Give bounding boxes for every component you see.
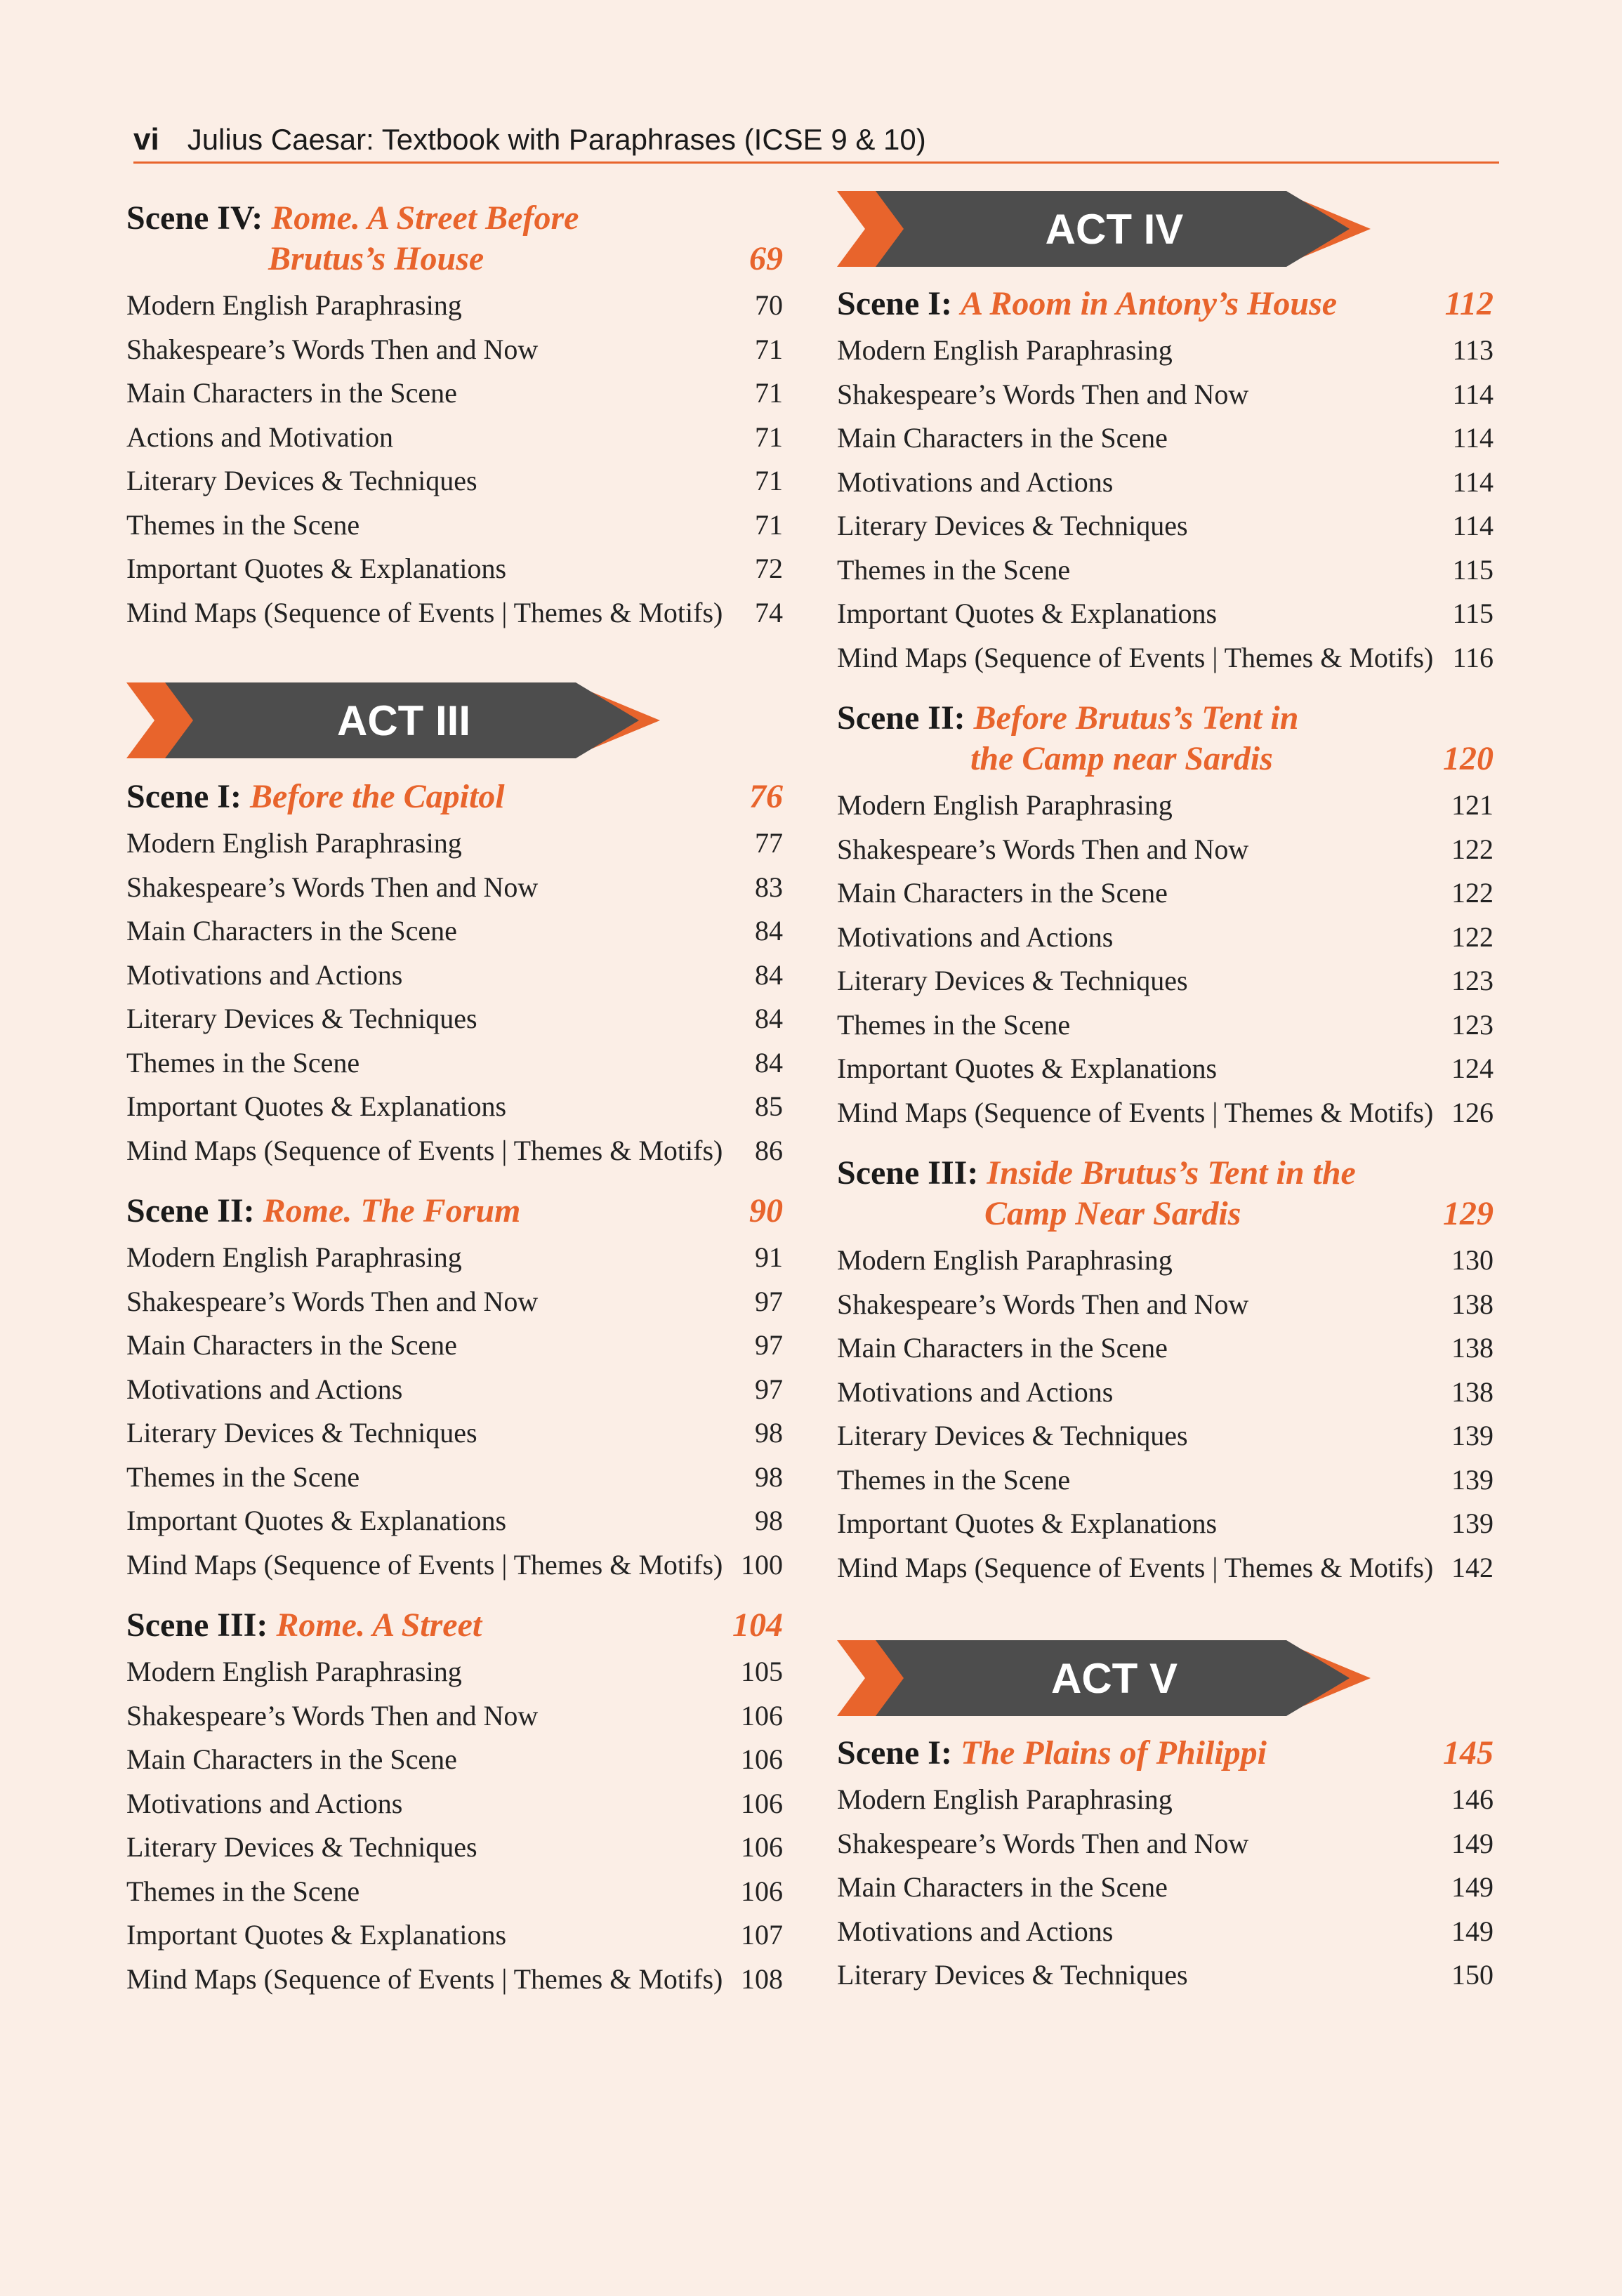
- toc-entry[interactable]: [837, 1866, 1494, 1910]
- toc-entry-page: 84: [755, 915, 783, 946]
- toc-entry-title: Actions and Motivation: [126, 421, 393, 453]
- toc-entry[interactable]: [126, 1085, 783, 1129]
- toc-entry[interactable]: [837, 1414, 1494, 1458]
- toc-entry[interactable]: [126, 416, 783, 460]
- scene-heading: [126, 198, 783, 279]
- scene-page: 69: [749, 240, 783, 277]
- toc-entry-title: Motivations and Actions: [126, 958, 403, 991]
- toc-entry-title: Mind Maps (Sequence of Events | Themes & Motifs): [126, 1134, 723, 1166]
- toc-entry-page: 98: [755, 1505, 783, 1536]
- toc-entry-title: Modern English Paraphrasing: [837, 1783, 1173, 1815]
- toc-entry[interactable]: [126, 1958, 783, 2002]
- toc-entry-page: 107: [741, 1919, 783, 1951]
- toc-entry[interactable]: [837, 636, 1494, 680]
- toc-entry[interactable]: [126, 1236, 783, 1280]
- toc-entry[interactable]: [126, 1456, 783, 1500]
- toc-entry[interactable]: [837, 959, 1494, 1003]
- toc-entry-page: 84: [755, 1003, 783, 1034]
- toc-entry[interactable]: [126, 954, 783, 998]
- scene-label: Scene III:: [126, 1606, 268, 1644]
- toc-entry-page: 106: [741, 1787, 783, 1819]
- toc-entry-page: 98: [755, 1417, 783, 1449]
- toc-entry-page: 71: [755, 508, 783, 541]
- act4-scene-iii[interactable]: [837, 1153, 1494, 1590]
- toc-entry-title: Mind Maps (Sequence of Events | Themes & Motifs): [126, 596, 723, 628]
- toc-entry-page: 138: [1451, 1375, 1494, 1408]
- act3-scene-ii[interactable]: [126, 1191, 783, 1587]
- act-title: ACT V: [1051, 1654, 1178, 1702]
- toc-entry[interactable]: [126, 1826, 783, 1870]
- toc-entry-title: Motivations and Actions: [837, 1375, 1114, 1408]
- scene-heading: [837, 1153, 1494, 1234]
- toc-entry[interactable]: [837, 1910, 1494, 1954]
- toc-entry[interactable]: [837, 1326, 1494, 1371]
- toc-entry[interactable]: [126, 866, 783, 910]
- toc-entry-title: Themes in the Scene: [837, 553, 1071, 586]
- toc-entry-page: 97: [755, 1329, 783, 1361]
- toc-entry[interactable]: [126, 1870, 783, 1914]
- toc-entry-title: Mind Maps (Sequence of Events | Themes & Motifs): [126, 1548, 723, 1581]
- toc-entry[interactable]: [837, 373, 1494, 417]
- toc-entry[interactable]: [126, 1368, 783, 1412]
- toc-entry-title: Shakespeare’s Words Then and Now: [126, 1285, 539, 1317]
- scene-label: Scene II:: [126, 1192, 255, 1229]
- toc-entry-title: Themes in the Scene: [126, 508, 360, 541]
- scene-heading: [837, 698, 1494, 779]
- scene-title: Before the Capitol: [249, 778, 505, 815]
- toc-entry-page: 146: [1451, 1783, 1494, 1815]
- toc-entry-page: 105: [741, 1656, 783, 1687]
- toc-entry[interactable]: [837, 1047, 1494, 1091]
- toc-entry-page: 114: [1452, 510, 1494, 541]
- toc-entry-title: Shakespeare’s Words Then and Now: [126, 1699, 539, 1731]
- toc-entry-page: 100: [741, 1548, 783, 1581]
- toc-entry-page: 116: [1452, 641, 1494, 673]
- toc-entry-page: 97: [755, 1373, 783, 1405]
- scene-page: 76: [749, 778, 783, 815]
- toc-entry-title: Modern English Paraphrasing: [126, 1656, 462, 1687]
- scene-title: The Plains of Philippi: [960, 1734, 1267, 1772]
- toc-entry-page: 108: [741, 1962, 783, 1995]
- scene-label: Scene III:: [837, 1154, 979, 1192]
- toc-entry-title: Important Quotes & Explanations: [837, 598, 1218, 629]
- toc-entry-page: 126: [1451, 1096, 1494, 1128]
- toc-entry-title: Main Characters in the Scene: [837, 1332, 1168, 1364]
- book-title: Julius Caesar: Textbook with Paraphrases (ICSE 9 & 10): [187, 123, 926, 156]
- toc-entry[interactable]: [126, 1543, 783, 1588]
- scene-heading: [837, 1733, 1494, 1774]
- toc-entry-title: Themes in the Scene: [837, 1008, 1071, 1041]
- toc-entry-page: 149: [1451, 1871, 1494, 1903]
- toc-entry-page: 114: [1452, 422, 1494, 454]
- toc-entry[interactable]: [837, 548, 1494, 593]
- toc-entry-page: 149: [1451, 1827, 1494, 1859]
- toc-entry-title: Modern English Paraphrasing: [126, 827, 462, 859]
- toc-entry-page: 123: [1451, 965, 1494, 996]
- scene-title-line2: the Camp near Sardis: [970, 740, 1273, 777]
- act-title: ACT III: [337, 697, 470, 744]
- scene-heading: [126, 777, 783, 817]
- toc-entry-page: 142: [1451, 1551, 1494, 1583]
- toc-entry[interactable]: [126, 909, 783, 954]
- scene-title-line1: Rome. A Street Before: [271, 199, 579, 237]
- scene-label: Scene I:: [837, 285, 952, 322]
- scene-iv[interactable]: [126, 198, 783, 635]
- toc-entry-page: 138: [1451, 1332, 1494, 1364]
- scene-page: 120: [1443, 740, 1494, 777]
- toc-entry-page: 98: [755, 1460, 783, 1493]
- toc-entry[interactable]: [837, 784, 1494, 828]
- toc-entry-page: 72: [755, 553, 783, 584]
- toc-entry[interactable]: [126, 822, 783, 866]
- scene-heading: [126, 1605, 783, 1646]
- toc-entry-page: 74: [755, 596, 783, 628]
- toc-entry-page: 71: [755, 465, 783, 496]
- toc-entry-title: Shakespeare’s Words Then and Now: [837, 1827, 1249, 1859]
- toc-entry-title: Themes in the Scene: [126, 1460, 360, 1493]
- toc-entry-title: Main Characters in the Scene: [126, 377, 457, 409]
- toc-entry[interactable]: [126, 1280, 783, 1324]
- act3-scene-i[interactable]: [126, 777, 783, 1173]
- scene-title-line1: Inside Brutus’s Tent in the: [987, 1154, 1356, 1192]
- toc-entry-title: Important Quotes & Explanations: [837, 1507, 1218, 1539]
- toc-entry[interactable]: [837, 1778, 1494, 1822]
- toc-entry-page: 84: [755, 1046, 783, 1078]
- toc-entry-title: Motivations and Actions: [126, 1373, 403, 1405]
- act-iii-banner: [126, 681, 783, 760]
- scene-page: 104: [732, 1606, 783, 1644]
- toc-entry-page: 106: [741, 1743, 783, 1775]
- toc-entry-page: 106: [741, 1875, 783, 1907]
- toc-entry-title: Literary Devices & Techniques: [126, 1831, 477, 1863]
- toc-entry-title: Motivations and Actions: [837, 466, 1114, 498]
- toc-entry[interactable]: [837, 871, 1494, 916]
- toc-entry[interactable]: [837, 1239, 1494, 1283]
- toc-entry[interactable]: [837, 916, 1494, 960]
- toc-entry-page: 83: [755, 871, 783, 903]
- toc-entry-page: 139: [1451, 1420, 1494, 1451]
- toc-entry-title: Motivations and Actions: [837, 921, 1114, 953]
- toc-entry[interactable]: [837, 1502, 1494, 1546]
- toc-entry-title: Motivations and Actions: [126, 1787, 403, 1819]
- toc-entry-title: Shakespeare’s Words Then and Now: [837, 1288, 1249, 1320]
- act-title: ACT IV: [1045, 205, 1184, 253]
- toc-entry-title: Mind Maps (Sequence of Events | Themes & Motifs): [837, 1096, 1434, 1128]
- toc-entry-page: 138: [1451, 1288, 1494, 1320]
- toc-entry[interactable]: [837, 504, 1494, 548]
- toc-entry-page: 121: [1451, 789, 1494, 821]
- toc-entry-page: 114: [1452, 466, 1494, 498]
- toc-entry-title: Literary Devices & Techniques: [837, 510, 1188, 541]
- toc-entry[interactable]: [837, 828, 1494, 872]
- toc-entry-title: Main Characters in the Scene: [837, 422, 1168, 454]
- toc-entry-title: Themes in the Scene: [126, 1046, 360, 1078]
- toc-entry-page: 77: [755, 827, 783, 859]
- scene-title-line2: Brutus’s House: [268, 240, 484, 277]
- toc-entry-title: Important Quotes & Explanations: [126, 1090, 507, 1122]
- toc-entry-title: Shakespeare’s Words Then and Now: [837, 833, 1249, 865]
- toc-entry-title: Main Characters in the Scene: [837, 1871, 1168, 1903]
- toc-entry-page: 122: [1451, 833, 1494, 865]
- act4-scene-ii[interactable]: [837, 698, 1494, 1135]
- act-iv-banner: [837, 190, 1494, 268]
- toc-entry-page: 122: [1451, 877, 1494, 909]
- toc-entry-title: Modern English Paraphrasing: [837, 1244, 1173, 1276]
- toc-entry-page: 97: [755, 1285, 783, 1317]
- toc-entry[interactable]: [126, 328, 783, 372]
- toc-entry[interactable]: [837, 1458, 1494, 1503]
- left-column: [126, 198, 783, 2001]
- toc-entry-title: Motivations and Actions: [837, 1915, 1114, 1947]
- act-v-banner: [837, 1639, 1494, 1717]
- act3-scene-iii[interactable]: [126, 1605, 783, 2001]
- toc-entry-title: Modern English Paraphrasing: [126, 289, 462, 321]
- toc-entry[interactable]: [126, 1324, 783, 1368]
- toc-entry-title: Themes in the Scene: [837, 1463, 1071, 1496]
- toc-entry[interactable]: [126, 284, 783, 328]
- toc-entry[interactable]: [837, 1371, 1494, 1415]
- scene-label: Scene II:: [837, 699, 965, 737]
- toc-entry-title: Main Characters in the Scene: [126, 1329, 457, 1361]
- scene-title: A Room in Antony’s House: [960, 285, 1338, 322]
- toc-entry-page: 113: [1452, 334, 1494, 366]
- toc-entry-page: 149: [1451, 1915, 1494, 1947]
- scene-page: 90: [749, 1192, 783, 1229]
- toc-entry[interactable]: [126, 591, 783, 635]
- toc-entry-title: Main Characters in the Scene: [837, 877, 1168, 909]
- toc-entry[interactable]: [126, 503, 783, 548]
- scene-title: Rome. The Forum: [263, 1192, 521, 1229]
- scene-page: 129: [1443, 1195, 1494, 1232]
- toc-entry-page: 71: [755, 377, 783, 409]
- toc-entry[interactable]: [837, 1822, 1494, 1866]
- toc-entry-page: 139: [1451, 1507, 1494, 1539]
- toc-entry[interactable]: [126, 1041, 783, 1086]
- toc-entry-page: 124: [1451, 1053, 1494, 1084]
- scene-label: Scene I:: [126, 778, 242, 815]
- toc-entry[interactable]: [126, 1738, 783, 1782]
- toc-entry[interactable]: [126, 1129, 783, 1173]
- toc-entry-title: Modern English Paraphrasing: [126, 1241, 462, 1273]
- toc-entry-title: Literary Devices & Techniques: [126, 465, 477, 496]
- toc-entry-title: Mind Maps (Sequence of Events | Themes & Motifs): [126, 1962, 723, 1995]
- toc-entry-title: Modern English Paraphrasing: [837, 789, 1173, 821]
- toc-entry[interactable]: [837, 416, 1494, 461]
- toc-entry-page: 130: [1451, 1244, 1494, 1276]
- toc-entry[interactable]: [126, 1694, 783, 1739]
- running-header: [133, 118, 1499, 164]
- toc-entry[interactable]: [126, 997, 783, 1041]
- toc-entry-title: Literary Devices & Techniques: [126, 1417, 477, 1449]
- scene-page: 112: [1444, 285, 1494, 322]
- scene-label: Scene I:: [837, 1734, 952, 1772]
- toc-entry-title: Important Quotes & Explanations: [126, 1505, 507, 1536]
- scene-label: Scene IV:: [126, 199, 263, 237]
- toc-entry-title: Themes in the Scene: [126, 1875, 360, 1907]
- act4-scene-i[interactable]: [837, 284, 1494, 680]
- toc-entry[interactable]: [126, 371, 783, 416]
- toc-entry-page: 84: [755, 958, 783, 991]
- toc-entry[interactable]: [837, 1003, 1494, 1048]
- toc-entry-page: 91: [755, 1241, 783, 1273]
- toc-entry-title: Literary Devices & Techniques: [837, 1959, 1188, 1991]
- toc-entry-title: Literary Devices & Techniques: [126, 1003, 477, 1034]
- toc-entry-page: 70: [755, 289, 783, 321]
- toc-entry-page: 86: [755, 1134, 783, 1166]
- toc-entry-title: Shakespeare’s Words Then and Now: [126, 333, 539, 365]
- scene-title-line1: Before Brutus’s Tent in: [973, 699, 1299, 737]
- toc-entry-page: 115: [1452, 553, 1494, 586]
- toc-entry-title: Literary Devices & Techniques: [837, 1420, 1188, 1451]
- toc-entry-title: Main Characters in the Scene: [126, 1743, 457, 1775]
- page-number: vi: [133, 122, 159, 157]
- toc-entry[interactable]: [126, 1782, 783, 1826]
- scene-heading: [837, 284, 1494, 324]
- toc-entry[interactable]: [837, 1091, 1494, 1135]
- toc-entry[interactable]: [837, 592, 1494, 636]
- toc-entry-title: Mind Maps (Sequence of Events | Themes & Motifs): [837, 641, 1434, 673]
- toc-entry[interactable]: [126, 547, 783, 591]
- toc-entry[interactable]: [126, 1650, 783, 1694]
- toc-entry[interactable]: [837, 1283, 1494, 1327]
- toc-entry-page: 115: [1452, 598, 1494, 629]
- toc-entry-title: Main Characters in the Scene: [126, 915, 457, 946]
- toc-entry[interactable]: [126, 459, 783, 503]
- toc-entry-title: Important Quotes & Explanations: [837, 1053, 1218, 1084]
- toc-entry-page: 122: [1451, 921, 1494, 953]
- toc-entry-page: 71: [755, 333, 783, 365]
- toc-entry[interactable]: [126, 1913, 783, 1958]
- toc-entry-title: Shakespeare’s Words Then and Now: [126, 871, 539, 903]
- scene-title-line2: Camp Near Sardis: [984, 1195, 1241, 1232]
- toc-entry-title: Mind Maps (Sequence of Events | Themes & Motifs): [837, 1551, 1434, 1583]
- toc-entry-title: Important Quotes & Explanations: [126, 1919, 507, 1951]
- toc-entry[interactable]: [837, 461, 1494, 505]
- toc-entry-page: 114: [1452, 378, 1494, 410]
- toc-entry-title: Modern English Paraphrasing: [837, 334, 1173, 366]
- toc-entry-page: 123: [1451, 1008, 1494, 1041]
- toc-entry-title: Literary Devices & Techniques: [837, 965, 1188, 996]
- right-column: [837, 190, 1494, 1998]
- toc-entry[interactable]: [126, 1411, 783, 1456]
- toc-entry-title: Important Quotes & Explanations: [126, 553, 507, 584]
- toc-entry-page: 106: [741, 1831, 783, 1863]
- scene-page: 145: [1443, 1734, 1494, 1772]
- toc-entry[interactable]: [837, 329, 1494, 373]
- scene-heading: [126, 1191, 783, 1232]
- toc-entry[interactable]: [837, 1546, 1494, 1590]
- toc-entry-page: 106: [741, 1699, 783, 1731]
- act5-scene-i[interactable]: [837, 1733, 1494, 1998]
- toc-entry[interactable]: [126, 1499, 783, 1543]
- toc-entry-page: 71: [755, 421, 783, 453]
- scene-title: Rome. A Street: [276, 1606, 482, 1644]
- toc-entry-title: Shakespeare’s Words Then and Now: [837, 378, 1249, 410]
- toc-entry[interactable]: [837, 1953, 1494, 1998]
- toc-entry-page: 85: [755, 1090, 783, 1122]
- toc-entry-page: 139: [1451, 1463, 1494, 1496]
- toc-entry-page: 150: [1451, 1959, 1494, 1991]
